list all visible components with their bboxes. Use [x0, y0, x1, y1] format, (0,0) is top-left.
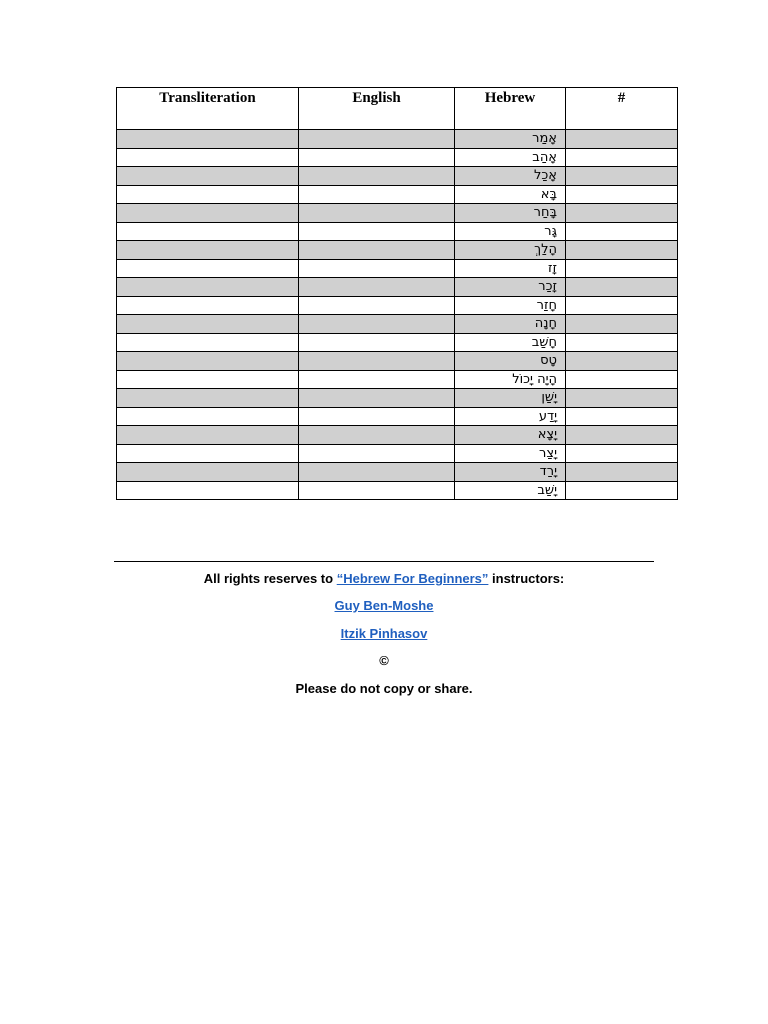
- cell-number: [566, 315, 678, 334]
- table-row: [117, 296, 678, 315]
- cell-english: [299, 463, 455, 482]
- course-link[interactable]: “Hebrew For Beginners”: [336, 571, 489, 586]
- cell-number: [566, 130, 678, 149]
- cell-english: [299, 185, 455, 204]
- header-hebrew: Hebrew: [455, 88, 566, 130]
- cell-hebrew: הָלַךְ: [455, 241, 566, 260]
- cell-english: [299, 370, 455, 389]
- table-row: [117, 204, 678, 223]
- table-row: [117, 463, 678, 482]
- footer-divider: [114, 561, 654, 562]
- table-row: [117, 278, 678, 297]
- cell-hebrew: אָהַב: [455, 148, 566, 167]
- vocabulary-table: [116, 87, 678, 500]
- header-transliteration: Transliteration: [117, 88, 299, 130]
- cell-transliteration: [117, 241, 299, 260]
- cell-transliteration: [117, 463, 299, 482]
- table-row: [117, 167, 678, 186]
- cell-hebrew: בָּא: [455, 185, 566, 204]
- cell-english: [299, 241, 455, 260]
- table-row: [117, 130, 678, 149]
- table-row: [117, 241, 678, 260]
- cell-transliteration: [117, 370, 299, 389]
- cell-transliteration: [117, 407, 299, 426]
- cell-english: [299, 278, 455, 297]
- cell-hebrew: אָכַל: [455, 167, 566, 186]
- table-row: [117, 185, 678, 204]
- cell-english: [299, 130, 455, 149]
- cell-english: [299, 352, 455, 371]
- cell-number: [566, 148, 678, 167]
- cell-transliteration: [117, 315, 299, 334]
- table-row: [117, 148, 678, 167]
- cell-hebrew: הָיָה יָכוֹל: [455, 370, 566, 389]
- cell-english: [299, 259, 455, 278]
- cell-transliteration: [117, 296, 299, 315]
- table-row: [117, 222, 678, 241]
- cell-transliteration: [117, 389, 299, 408]
- cell-number: [566, 259, 678, 278]
- table-row: [117, 259, 678, 278]
- cell-hebrew: זָכַר: [455, 278, 566, 297]
- cell-transliteration: [117, 148, 299, 167]
- rights-suffix: instructors:: [488, 571, 565, 586]
- cell-hebrew: יָשַׁב: [455, 481, 566, 500]
- cell-hebrew: יָצַר: [455, 444, 566, 463]
- instructor-link-guy[interactable]: Guy Ben-Moshe: [334, 598, 434, 613]
- cell-number: [566, 389, 678, 408]
- table-header-row: [117, 88, 678, 130]
- instructor-line-1: [0, 598, 768, 613]
- instructor-line-2: [0, 626, 768, 641]
- cell-english: [299, 296, 455, 315]
- cell-number: [566, 407, 678, 426]
- cell-hebrew: גָּר: [455, 222, 566, 241]
- copyright-symbol: ©: [379, 653, 389, 668]
- cell-transliteration: [117, 278, 299, 297]
- table-row: [117, 370, 678, 389]
- cell-english: [299, 426, 455, 445]
- cell-number: [566, 333, 678, 352]
- table-row: [117, 407, 678, 426]
- cell-number: [566, 204, 678, 223]
- cell-transliteration: [117, 222, 299, 241]
- cell-transliteration: [117, 444, 299, 463]
- cell-hebrew: חָנָה: [455, 315, 566, 334]
- cell-number: [566, 278, 678, 297]
- cell-transliteration: [117, 185, 299, 204]
- cell-hebrew: אָמַר: [455, 130, 566, 149]
- cell-english: [299, 222, 455, 241]
- table-row: [117, 444, 678, 463]
- cell-english: [299, 389, 455, 408]
- table-row: [117, 426, 678, 445]
- table-row: [117, 481, 678, 500]
- instructor-link-itzik[interactable]: Itzik Pinhasov: [340, 626, 428, 641]
- cell-number: [566, 241, 678, 260]
- copy-notice: Please do not copy or share.: [295, 681, 473, 696]
- cell-transliteration: [117, 426, 299, 445]
- cell-hebrew: יָשַׁן: [455, 389, 566, 408]
- cell-english: [299, 481, 455, 500]
- rights-prefix: All rights reserves to: [203, 571, 337, 586]
- rights-line: [0, 571, 768, 586]
- table-row: [117, 389, 678, 408]
- cell-number: [566, 222, 678, 241]
- table-row: [117, 352, 678, 371]
- cell-hebrew: יָרַד: [455, 463, 566, 482]
- cell-number: [566, 444, 678, 463]
- table-row: [117, 315, 678, 334]
- cell-english: [299, 444, 455, 463]
- cell-english: [299, 315, 455, 334]
- cell-number: [566, 481, 678, 500]
- cell-english: [299, 167, 455, 186]
- cell-number: [566, 167, 678, 186]
- cell-hebrew: טָס: [455, 352, 566, 371]
- cell-english: [299, 204, 455, 223]
- cell-hebrew: יָצָא: [455, 426, 566, 445]
- cell-hebrew: זָז: [455, 259, 566, 278]
- cell-transliteration: [117, 333, 299, 352]
- cell-english: [299, 333, 455, 352]
- cell-english: [299, 407, 455, 426]
- cell-hebrew: יָדַע: [455, 407, 566, 426]
- cell-number: [566, 370, 678, 389]
- cell-transliteration: [117, 167, 299, 186]
- cell-transliteration: [117, 352, 299, 371]
- cell-english: [299, 148, 455, 167]
- cell-transliteration: [117, 130, 299, 149]
- cell-number: [566, 463, 678, 482]
- cell-transliteration: [117, 481, 299, 500]
- cell-number: [566, 296, 678, 315]
- table-row: [117, 333, 678, 352]
- header-english: English: [299, 88, 455, 130]
- cell-number: [566, 352, 678, 371]
- cell-transliteration: [117, 259, 299, 278]
- header-number: #: [566, 88, 678, 130]
- cell-hebrew: חָשַׁב: [455, 333, 566, 352]
- cell-hebrew: חָזַר: [455, 296, 566, 315]
- cell-number: [566, 426, 678, 445]
- cell-number: [566, 185, 678, 204]
- cell-transliteration: [117, 204, 299, 223]
- cell-hebrew: בָּחַר: [455, 204, 566, 223]
